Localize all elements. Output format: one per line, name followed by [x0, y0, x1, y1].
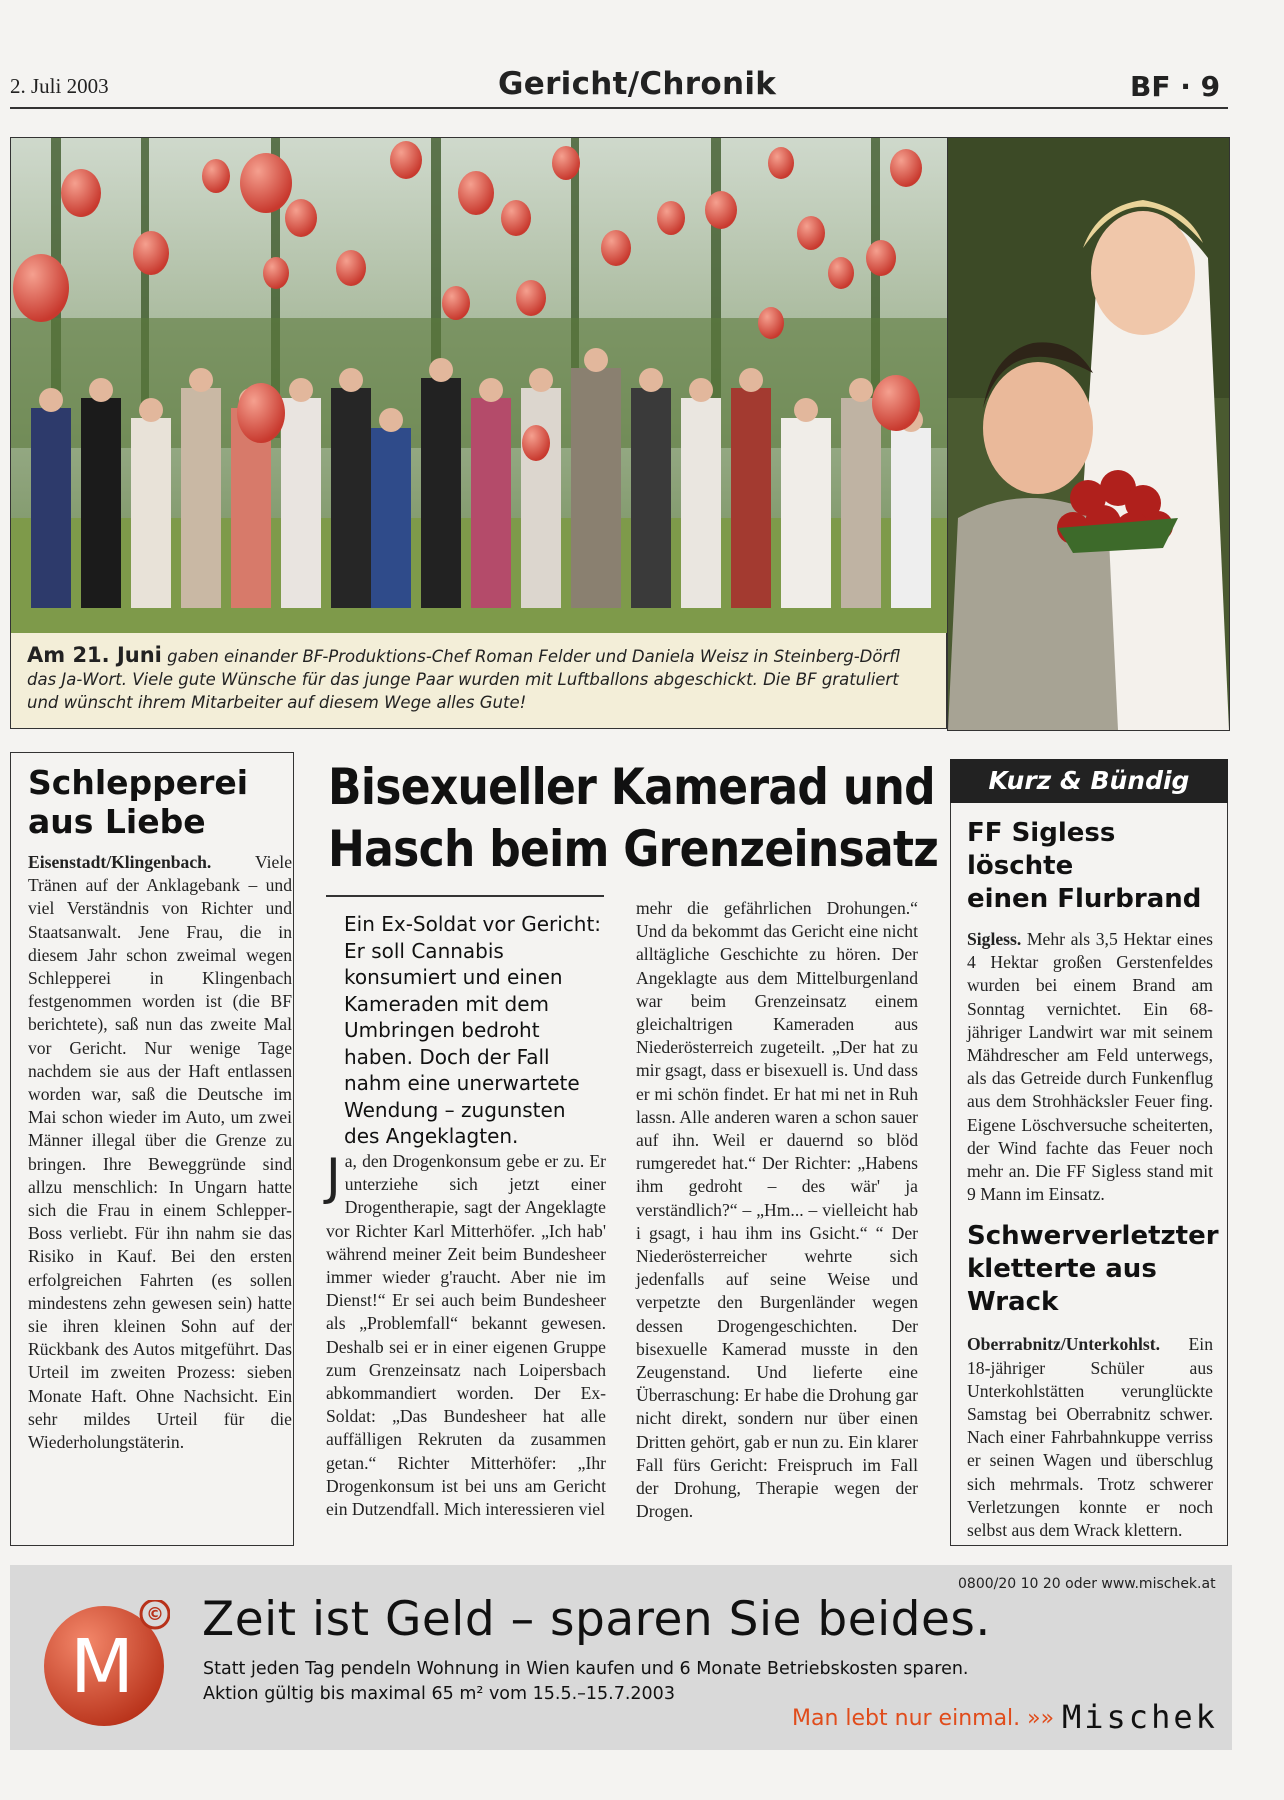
ad-subtext-line-1: Statt jeden Tag pendeln Wohnung in Wien kaufen und 6 Monate Betriebskosten sparen. [203, 1659, 969, 1679]
caption-lead: Am 21. Juni [27, 643, 162, 667]
photo-balloon-crowd [10, 137, 949, 635]
logo-copyright-mark: © [146, 1604, 164, 1625]
photo-couple [947, 137, 1230, 731]
left-headline-line-1: Schlepperei [28, 763, 249, 802]
main-col1-text: a, den Drogenkonsum gebe er zu. Er unterziehe sich jetzt einer Drogentherapie, sagt der Angeklagte vor Richter Karl Mitterhöfer. „Ich hab' während meiner Zeit beim Bundesheer immer wieder g'raucht. Aber nie im Dienst!“ Er sei auch beim Bundesheer als „Problemfall“ bekannt gewesen. Deshalb sei er in einer eigenen Gruppe zum Grenzeinsatz nach Loipersbach abkommandiert worden. Der Ex-Soldat: „Das Bundesheer hat alle auffälligen Rekruten da zusammen getan.“ Richter Mitterhöfer: „Ihr Drogenkonsum ist bei uns am Gericht ein Dutzendfall. Mich interessieren viel [326, 1151, 606, 1520]
ad-slogan: Zeit ist Geld – sparen Sie beides. [202, 1592, 991, 1647]
page-number: BF · 9 [1130, 70, 1221, 103]
left-article-headline [28, 763, 279, 841]
kurz-item2-headline-1: Schwerverletzter [967, 1221, 1219, 1252]
left-article-body [28, 851, 292, 1454]
issue-date: 2. Juli 2003 [10, 74, 109, 98]
kurz-item1-headline [967, 817, 1213, 916]
left-article-dateline: Eisenstadt/Klingenbach. [28, 852, 212, 872]
kurz-item1-headline-1: FF Sigless löschte [967, 818, 1116, 881]
ad-subtext-line-2: Aktion gültig bis maximal 65 m² vom 15.5.–15.7.2003 [203, 1684, 675, 1704]
main-article-lead: Ein Ex-Soldat vor Gericht: Er soll Cannabis konsumiert und einen Kameraden mit dem Umbringen bedroht haben. Doch der Fall nahm eine unerwartete Wendung – zugunsten des Angeklagten. [326, 895, 604, 1150]
kurz-item1-body [967, 928, 1213, 1206]
kurz-item2-text: Ein 18-jähriger Schüler aus Unterkohlstätten verunglückte Samstag bei Oberrabnitz schwer. Nach einer Fahrbahnkuppe verriss er seinen Wagen und überschlug sich mehrmals. Trotz schwerer Verletzungen konnte er noch selbst aus dem Wrack klettern. [967, 1334, 1213, 1541]
kurz-item1-headline-2: einen Flurbrand [967, 884, 1202, 914]
kurz-item2-body [967, 1333, 1213, 1542]
kurz-item2-headline-2: kletterte aus Wrack [967, 1254, 1157, 1318]
left-article [10, 752, 294, 1546]
main-headline-line-2: Hasch beim Grenzeinsatz [328, 820, 939, 878]
kurz-item1-dateline: Sigless. [967, 929, 1022, 949]
dropcap: J [326, 1148, 341, 1206]
kurz-item2-headline [967, 1220, 1219, 1319]
main-article-col-1 [326, 1150, 606, 1521]
couple-image [948, 138, 1229, 730]
left-article-text: Viele Tränen auf der Anklagebank – und viel Verständnis von Richter und Staatsanwalt. Jene Frau, die in diesem Jahr schon zweimal wegen Schlepperei in Klingenbach festgenommen worden ist (die BF berichtete), saß nun das zweite Mal vor Gericht. Nur wenige Tage nachdem sie aus der Haft entlassen worden war, saß die Deutsche im Mai schon wieder im Auto, um zwei Männer illegal über die Grenze zu bringen. Ihre Beweggründe sind allzu menschlich: In Ungarn hatte sich die Frau in einem Schlepper-Boss verliebt. Für ihn nahm sie das Risiko in Kauf. Bei den ersten erfolgreichen Fahrten (es sollen mindestens zehn gewesen sein) hatte sie ihren kleinen Sohn auf der Rückbank des Autos mitgeführt. Das Urteil im zweiten Prozess: sieben Monate Haft. Ohne Nachsicht. Ein sehr mildes Urteil für die Wiederholungstäterin. [28, 852, 292, 1453]
main-col2-text: mehr die gefährlichen Drohungen.“ Und da bekommt das Gericht eine nicht alltägliche Geschichte zu hören. Der Angeklagte aus dem Mittelburgenland war beim Grenzeinsatz einem gleichaltrigen Kameraden aus Niederösterreich zugeteilt. „Der hat zu mir gsagt, dass er bisexuell is. Und dass er mi schön findet. Er hat mi net in Ruh lassn. Alle anderen waren a schon sauer auf ihn. Weil er dauernd so blöd rumgeredet hat.“ Der Richter: „Habens ihm gedroht – des wär' ja verständlich?“ – „Hm... – vielleicht hab i gsagt, i hau ihm ins Gsicht.“ “ Der Niederösterreicher wehrte sich jedenfalls auf seine Weise und verpetzte den Burgenländer wegen dessen Drogengeschichten. Der bisexuelle Kamerad musste in den Zeugenstand. Und lieferte eine Überraschung: Er habe die Drohung gar nicht direkt, sondern nur über einen Dritten gehört, gab er nun zu. Ein klarer Fall fürs Gericht: Freispruch im Fall der Drohung, Therapie wegen der Drogen. [636, 898, 918, 1522]
kurz-item1-text: Mehr als 3,5 Hektar eines 4 Hektar großen Gerstenfeldes wurden bei einem Brand am Sonntag vernichtet. Ein 68-jähriger Landwirt war mit seinem Mähdrescher am Feld unterwegs, als das Getreide durch Funkenflug aus dem Strohhäcksler Feuer fing. Eigene Löschversuche scheiterten, der Wind fachte das Feuer noch mehr an. Die FF Sigless stand mit 9 Mann im Einsatz. [967, 929, 1213, 1205]
logo-letter: M [70, 1624, 134, 1710]
mischek-logo-icon [42, 1600, 170, 1728]
ad-brand-name: Mischek [1062, 1698, 1218, 1736]
section-title: Gericht/Chronik [498, 66, 777, 102]
ad-contact[interactable]: 0800/20 10 20 oder www.mischek.at [958, 1576, 1216, 1592]
left-headline-line-2: aus Liebe [28, 802, 206, 841]
header-rule [10, 107, 1228, 109]
kurz-buendig-banner: Kurz & Bündig [950, 759, 1228, 803]
ad-motto: Man lebt nur einmal. »» [792, 1706, 1055, 1731]
caption-text: gaben einander BF-Produktions-Chef Roman Felder und Daniela Weisz in Steinberg-Dörfl das Ja-Wort. Viele gute Wünsche für das junge Paar wurden mit Luftballons abgeschickt. Die BF gratuliert und wünscht ihrem Mitarbeiter auf diesem Wege alles Gute! [27, 647, 900, 712]
ad-subtext [203, 1657, 969, 1707]
kurz-item2-dateline: Oberrabnitz/Unterkohlst. [967, 1334, 1161, 1355]
mischek-logo [42, 1600, 170, 1728]
photo-caption [10, 633, 947, 729]
main-headline [328, 756, 939, 880]
main-article-col-2 [636, 897, 918, 1523]
balloon-crowd-image [11, 138, 948, 634]
main-headline-line-1: Bisexueller Kamerad und [328, 758, 935, 816]
kurz-buendig-box [950, 803, 1228, 1546]
